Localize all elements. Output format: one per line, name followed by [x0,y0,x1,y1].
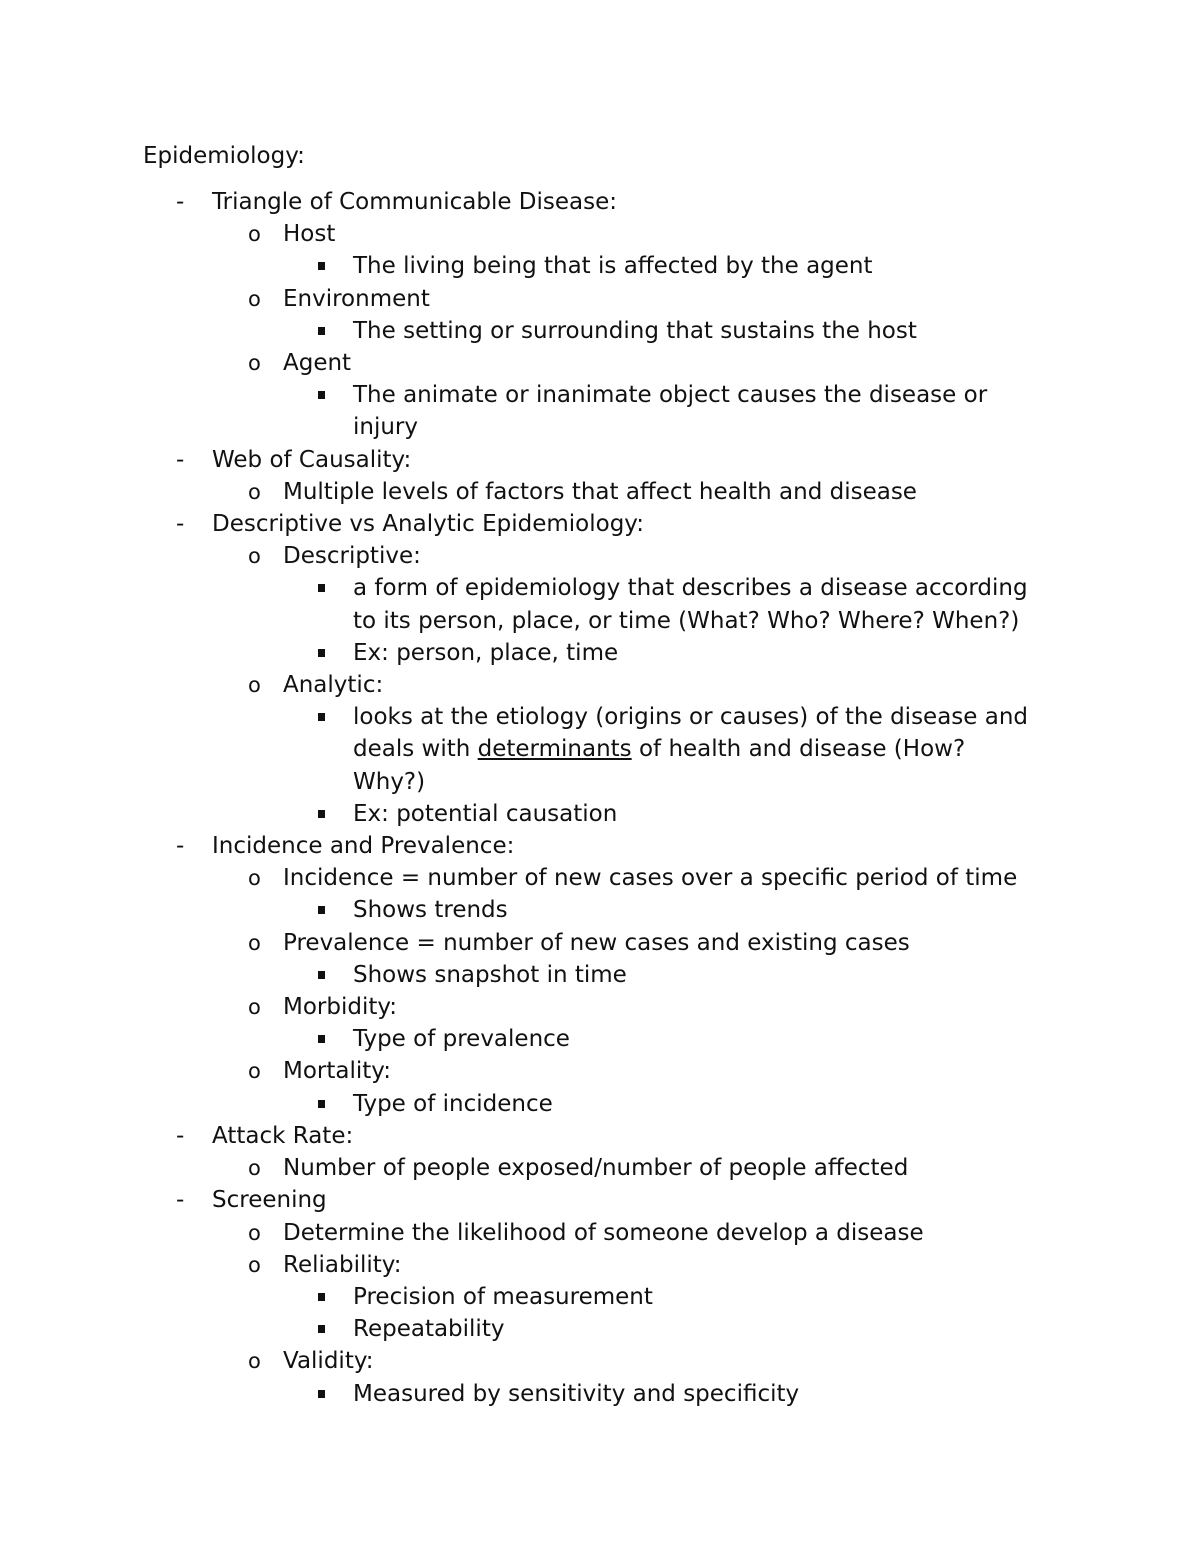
outline [0,186,1200,1410]
item-text-continued: Why?) [353,768,426,795]
dash-bullet-icon: - [176,1122,185,1149]
item-text: Reliability: [283,1251,402,1278]
item-text: Ex: potential causation [353,800,618,827]
outline-item-reliability-2 [0,1313,1200,1345]
square-bullet-icon [318,810,325,818]
outline-item-incidence-note [0,894,1200,926]
item-text-continued: to its person, place, or time (What? Who? Where? When?) [353,607,1020,634]
outline-item-validity [0,1345,1200,1377]
square-bullet-icon [318,906,325,914]
circle-bullet-icon: o [248,1252,261,1277]
circle-bullet-icon: o [248,286,261,311]
item-text: Determine the likelihood of someone develop a disease [283,1219,924,1246]
item-text: Validity: [283,1348,374,1375]
dash-bullet-icon: - [176,511,185,538]
item-text: Type of incidence [353,1090,553,1117]
item-text: The animate or inanimate object causes the disease or [353,382,988,409]
square-bullet-icon [318,713,325,721]
square-bullet-icon [318,971,325,979]
item-text: Host [283,221,336,248]
outline-item-environment-def [0,315,1200,347]
square-bullet-icon [318,327,325,335]
item-text: Shows snapshot in time [353,961,627,988]
item-text: Analytic: [283,672,384,699]
item-text: Morbidity: [283,994,398,1021]
circle-bullet-icon: o [248,930,261,955]
square-bullet-icon [318,1325,325,1333]
item-text: a form of epidemiology that describes a disease according [353,575,1028,602]
circle-bullet-icon: o [248,866,261,891]
circle-bullet-icon: o [248,222,261,247]
dash-bullet-icon: - [176,446,185,473]
item-text: Descriptive: [283,543,421,570]
item-text: Type of prevalence [353,1026,570,1053]
outline-item-incidence [0,862,1200,894]
circle-bullet-icon: o [248,995,261,1020]
outline-item-screening [0,1184,1200,1216]
outline-item-mortality [0,1055,1200,1087]
square-bullet-icon [318,584,325,592]
item-text: Mortality: [283,1058,391,1085]
item-text: Measured by sensitivity and specificity [353,1380,800,1407]
square-bullet-icon [318,1100,325,1108]
item-text: Environment [283,285,430,312]
item-text: Triangle of Communicable Disease: [212,189,618,215]
circle-bullet-icon: o [248,1349,261,1374]
item-text: Number of people exposed/number of people affected [283,1155,909,1182]
square-bullet-icon [318,391,325,399]
page-title: Epidemiology: [143,143,305,169]
outline-item-web-def [0,476,1200,508]
item-text: Attack Rate: [212,1122,354,1149]
outline-item-reliability [0,1249,1200,1281]
item-text: The setting or surrounding that sustains the host [353,317,917,344]
item-text: Shows trends [353,897,508,924]
outline-item-analytic [0,669,1200,701]
dash-bullet-icon: - [176,189,185,215]
item-text: Incidence = number of new cases over a specific period of time [283,865,1018,892]
outline-item-web [0,444,1200,476]
square-bullet-icon [318,1390,325,1398]
text-run: of health and disease (How? [631,736,966,763]
outline-item-prevalence [0,927,1200,959]
item-text-continued [353,733,1200,765]
outline-item-host-def [0,250,1200,282]
circle-bullet-icon: o [248,351,261,376]
outline-item-descriptive-ex [0,637,1200,669]
outline-item-screening-def [0,1217,1200,1249]
item-text: Web of Causality: [212,446,412,473]
outline-item-descriptive-def [0,572,1200,636]
square-bullet-icon [318,262,325,270]
outline-item-validity-1 [0,1378,1200,1410]
item-text: Ex: person, place, time [353,639,619,666]
square-bullet-icon [318,649,325,657]
circle-bullet-icon: o [248,1059,261,1084]
item-text: Repeatability [353,1316,505,1343]
dash-bullet-icon: - [176,1187,185,1214]
circle-bullet-icon: o [248,673,261,698]
text-run: deals with [353,736,478,763]
item-text: Precision of measurement [353,1283,653,1310]
item-text: looks at the etiology (origins or causes) of the disease and [353,704,1029,731]
outline-item-host [0,218,1200,250]
item-text: Descriptive vs Analytic Epidemiology: [212,511,644,538]
item-text: Screening [212,1187,327,1214]
outline-item-mortality-note [0,1088,1200,1120]
outline-item-environment [0,283,1200,315]
outline-item-prevalence-note [0,959,1200,991]
outline-item-morbidity-note [0,1023,1200,1055]
item-text: Agent [283,350,352,377]
circle-bullet-icon: o [248,544,261,569]
outline-item-incidence-prevalence [0,830,1200,862]
dash-bullet-icon: - [176,833,185,860]
outline-item-descriptive [0,540,1200,572]
item-text: Multiple levels of factors that affect health and disease [283,478,917,505]
item-text-continued: injury [353,414,419,441]
outline-item-triangle [0,186,1200,218]
outline-item-descriptive-analytic [0,508,1200,540]
circle-bullet-icon: o [248,1220,261,1245]
outline-item-agent-def [0,379,1200,443]
underlined-term: determinants [477,736,632,763]
circle-bullet-icon: o [248,1156,261,1181]
square-bullet-icon [318,1035,325,1043]
item-text: Prevalence = number of new cases and existing cases [283,929,910,956]
outline-item-analytic-def [0,701,1200,798]
outline-item-attack-rate [0,1120,1200,1152]
circle-bullet-icon: o [248,479,261,504]
outline-item-attack-rate-def [0,1152,1200,1184]
item-text: Incidence and Prevalence: [212,833,515,860]
item-text: The living being that is affected by the agent [353,253,873,280]
outline-item-agent [0,347,1200,379]
square-bullet-icon [318,1293,325,1301]
outline-item-analytic-ex [0,798,1200,830]
outline-item-morbidity [0,991,1200,1023]
outline-item-reliability-1 [0,1281,1200,1313]
